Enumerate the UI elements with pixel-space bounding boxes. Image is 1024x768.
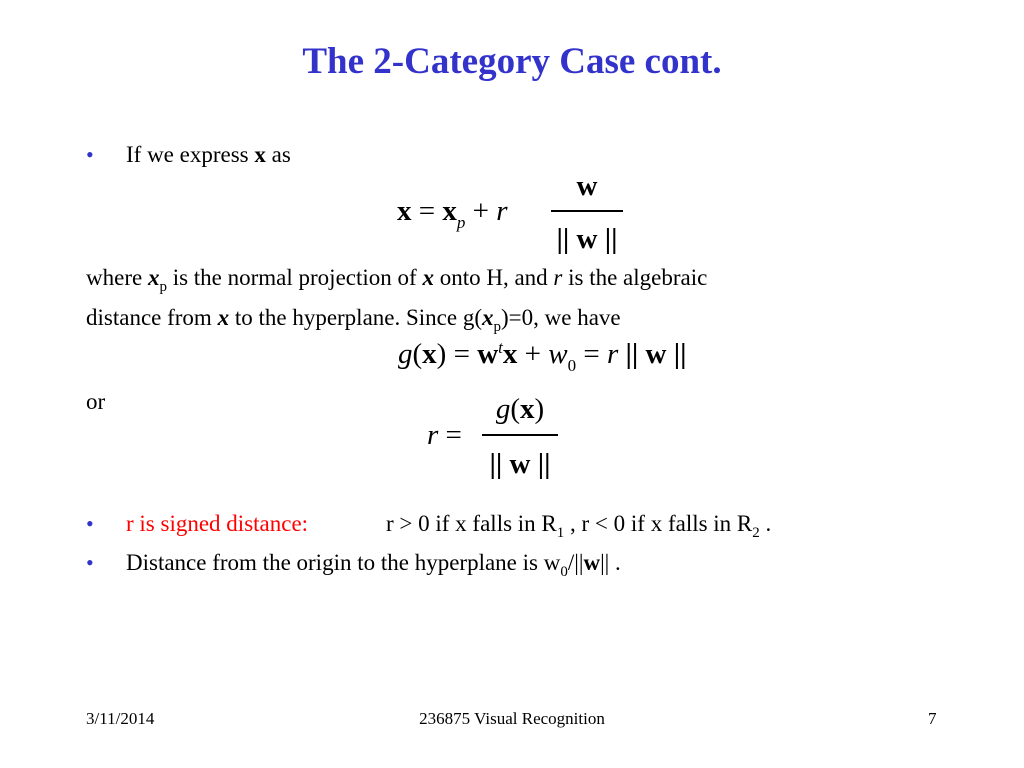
para-l2-a: distance from	[86, 305, 218, 330]
bullet-3-b: /||	[567, 550, 584, 575]
eq2-norm: || w ||	[625, 338, 687, 370]
footer-course: 236875 Visual Recognition	[419, 709, 605, 728]
eq3-numerator	[482, 395, 558, 424]
eq1-num-w: w	[576, 170, 598, 202]
bullet-3-a: Distance from the origin to the hyperplane is w	[126, 550, 561, 575]
eq3-den-norm: || w ||	[489, 448, 551, 480]
eq1-denominator	[545, 225, 629, 254]
bullet-2-b: , r < 0 if x falls in R	[564, 511, 753, 536]
eq2-transpose: t	[498, 338, 503, 357]
eq1-xp: x	[442, 195, 457, 227]
para-l2-x: x	[217, 305, 230, 330]
eq1-r: r	[496, 195, 508, 227]
bullet-3-c: || .	[600, 550, 621, 575]
eq3-r: r	[427, 419, 439, 451]
equation-1-lhs	[397, 195, 508, 232]
para-l1-sub: p	[159, 279, 167, 295]
eq2-equals-2: =	[583, 338, 600, 370]
eq1-fraction-bar	[551, 210, 623, 212]
slide-title: The 2-Category Case cont.	[302, 41, 722, 82]
bullet-1-text	[126, 143, 291, 166]
eq2-plus: +	[524, 338, 541, 370]
eq2-x: x	[422, 338, 437, 370]
eq2-g: g	[398, 338, 413, 370]
eq1-numerator	[551, 172, 623, 201]
eq3-denominator	[476, 450, 564, 479]
or-label: or	[86, 389, 106, 414]
bullet-2-a: r > 0 if x falls in R	[386, 511, 557, 536]
eq2-w: w	[477, 338, 499, 370]
paragraph-line-1	[86, 265, 708, 295]
para-l2-sub: p	[493, 319, 501, 335]
footer-date: 3/11/2014	[86, 709, 155, 728]
eq2-equals: =	[453, 338, 470, 370]
eq2-r: r	[606, 338, 619, 370]
bullet-2-sub-1: 1	[556, 525, 565, 541]
para-l1-d: is the algebraic	[562, 265, 708, 290]
para-l2-b: to the hyperplane. Since g(	[229, 305, 482, 330]
bullet-3-sub: 0	[560, 564, 568, 580]
para-l1-a: where	[86, 265, 148, 290]
bullet-1-post: as	[265, 142, 291, 167]
bullet-3-w: w	[583, 550, 601, 575]
para-l2-x2: x	[482, 305, 494, 330]
eq2-x2: x	[502, 338, 518, 370]
eq1-den-norm: || w ||	[556, 223, 618, 255]
eq2-rparen: )	[436, 338, 447, 370]
bullet-1-marker: •	[86, 142, 94, 167]
eq3-g: g	[495, 393, 511, 425]
para-l2-c: )=0, we have	[501, 305, 621, 330]
eq3-equals: =	[445, 419, 462, 451]
eq2-w0: w	[548, 338, 568, 370]
para-l1-c: onto H, and	[433, 265, 554, 290]
paragraph-line-2	[86, 305, 621, 335]
para-l1-x2: x	[422, 265, 434, 290]
eq2-lparen: (	[412, 338, 423, 370]
bullet-1-pre: If we express	[126, 142, 255, 167]
bullet-2-label	[126, 512, 308, 535]
bullet-3-marker: •	[86, 550, 94, 575]
signed-distance-label: r is signed distance:	[126, 511, 309, 536]
eq1-equals: =	[418, 195, 436, 227]
bullet-2-marker: •	[86, 511, 94, 536]
eq3-lparen: (	[510, 393, 520, 425]
eq2-w0-sub: 0	[567, 356, 577, 375]
eq1-plus: +	[472, 195, 489, 227]
equation-3-lhs	[427, 421, 462, 450]
para-l1-x: x	[147, 265, 160, 290]
footer-page-number: 7	[928, 709, 937, 728]
para-l1-r: r	[553, 265, 563, 290]
bullet-2-text	[386, 511, 772, 541]
eq1-xp-sub: p	[456, 213, 466, 232]
para-l1-b: is the normal projection of	[166, 265, 423, 290]
eq3-x: x	[520, 393, 535, 425]
eq3-fraction-bar	[482, 434, 558, 436]
bullet-3-text	[126, 550, 621, 580]
eq3-rparen: )	[534, 393, 545, 425]
bullet-2-c: .	[759, 511, 772, 536]
bullet-1-var: x	[254, 142, 266, 167]
bullet-2-sub-2: 2	[752, 525, 760, 541]
eq1-x: x	[397, 195, 412, 227]
equation-2	[398, 338, 687, 375]
